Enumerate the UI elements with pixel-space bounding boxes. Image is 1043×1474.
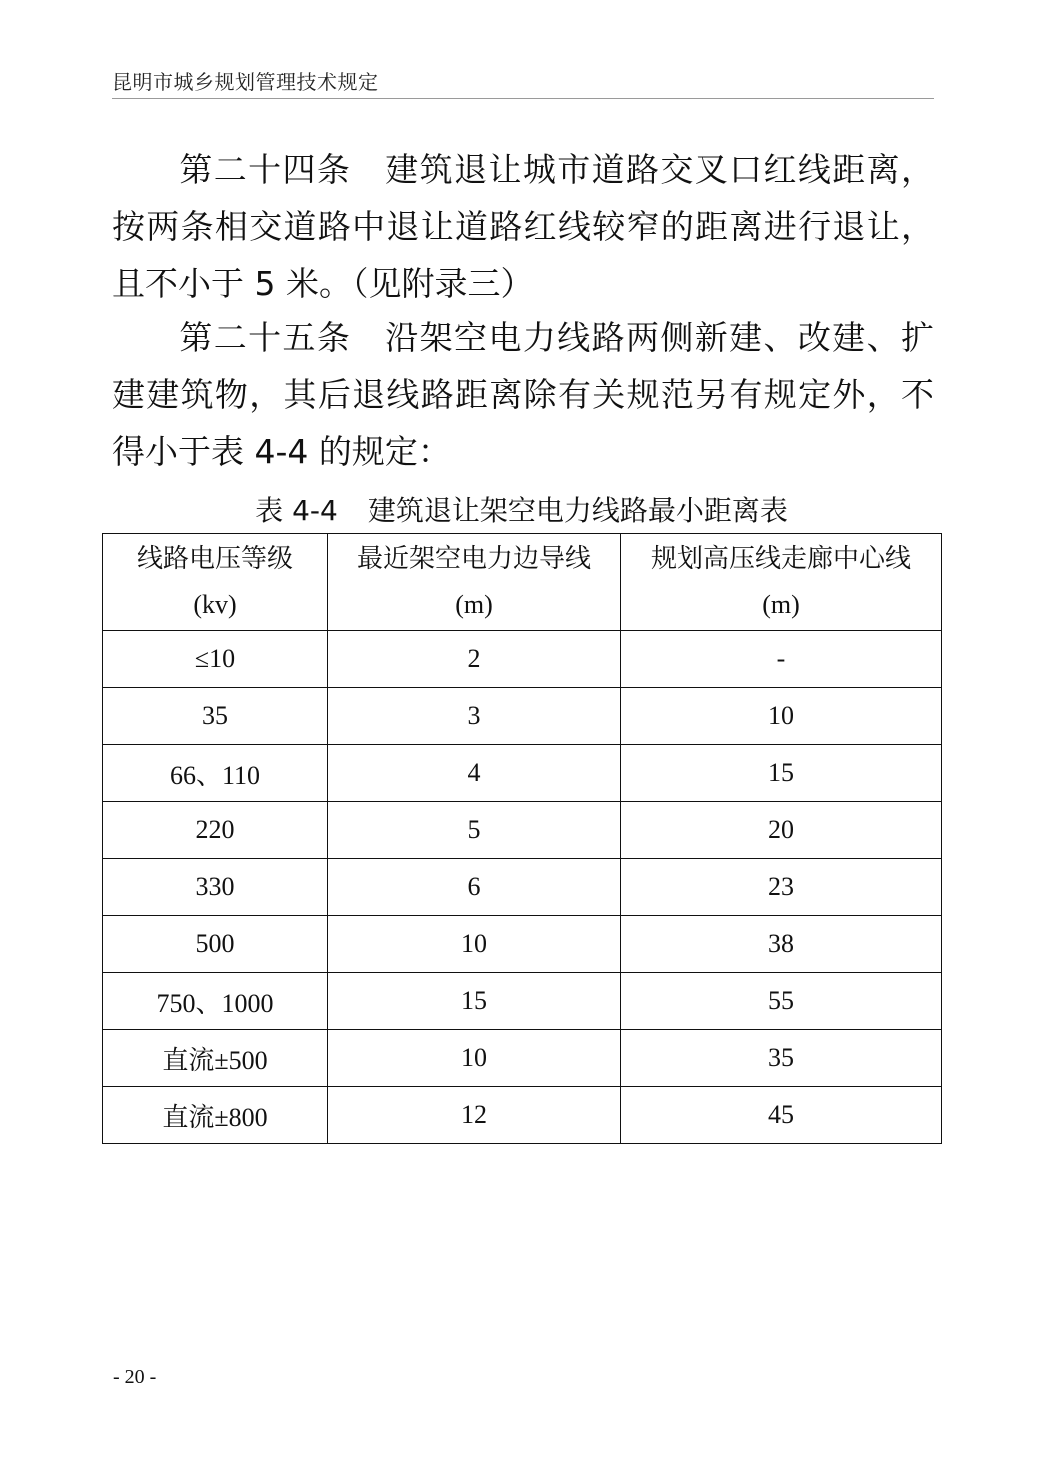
- table-row: [103, 1030, 942, 1087]
- cell-center-distance: 45: [621, 1087, 942, 1144]
- power-line-setback-table: [102, 533, 942, 1144]
- running-header: [112, 66, 934, 99]
- page-number: - 20 -: [113, 1366, 157, 1388]
- cell-edge-distance: 6: [328, 859, 621, 916]
- cell-edge-distance: 12: [328, 1087, 621, 1144]
- table-row: [103, 916, 942, 973]
- cell-voltage: 66、110: [103, 745, 328, 802]
- header-edge-conductor-label: 最近架空电力边导线: [356, 544, 591, 574]
- article-24-text: 建筑退让城市道路交叉口红线距离，按两条相交道路中退让道路红线较窄的距离进行退让，且不小于 5 米。（见附录三）: [112, 150, 935, 303]
- cell-voltage: 500: [103, 916, 328, 973]
- cell-edge-distance: 2: [328, 631, 621, 688]
- header-edge-conductor: [328, 534, 621, 631]
- header-corridor-center-unit: (m): [762, 590, 800, 619]
- table-row: [103, 973, 942, 1030]
- cell-edge-distance: 4: [328, 745, 621, 802]
- cell-voltage: 直流±800: [103, 1087, 328, 1144]
- header-title: 昆明市城乡规划管理技术规定: [112, 70, 379, 94]
- article-24-paragraph: [112, 141, 934, 312]
- cell-center-distance: 10: [621, 688, 942, 745]
- table-row: [103, 859, 942, 916]
- table-header-row: [103, 534, 942, 631]
- cell-center-distance: 15: [621, 745, 942, 802]
- table-caption-title: 建筑退让架空电力线路最小距离表: [367, 494, 788, 527]
- header-edge-conductor-unit: (m): [455, 590, 493, 619]
- header-voltage: [103, 534, 328, 631]
- table-row: [103, 688, 942, 745]
- table-caption-number: 表 4-4: [255, 494, 338, 527]
- cell-voltage: ≤10: [103, 631, 328, 688]
- article-25-number: 第二十五条: [178, 318, 352, 357]
- cell-center-distance: 20: [621, 802, 942, 859]
- header-corridor-center: [621, 534, 942, 631]
- table-row: [103, 1087, 942, 1144]
- cell-voltage: 220: [103, 802, 328, 859]
- cell-voltage: 750、1000: [103, 973, 328, 1030]
- table-row: [103, 802, 942, 859]
- cell-center-distance: 55: [621, 973, 942, 1030]
- cell-edge-distance: 10: [328, 1030, 621, 1087]
- article-25-paragraph: [112, 309, 934, 480]
- cell-edge-distance: 5: [328, 802, 621, 859]
- cell-voltage: 35: [103, 688, 328, 745]
- header-voltage-unit: (kv): [193, 590, 237, 619]
- cell-voltage: 330: [103, 859, 328, 916]
- cell-center-distance: 38: [621, 916, 942, 973]
- header-corridor-center-label: 规划高压线走廊中心线: [650, 544, 911, 574]
- article-24-number: 第二十四条: [178, 150, 352, 189]
- header-voltage-label: 线路电压等级: [136, 544, 293, 574]
- cell-voltage: 直流±500: [103, 1030, 328, 1087]
- table-caption: [0, 489, 1043, 533]
- cell-center-distance: -: [621, 631, 942, 688]
- cell-edge-distance: 10: [328, 916, 621, 973]
- cell-center-distance: 35: [621, 1030, 942, 1087]
- cell-edge-distance: 15: [328, 973, 621, 1030]
- cell-center-distance: 23: [621, 859, 942, 916]
- table-row: [103, 745, 942, 802]
- cell-edge-distance: 3: [328, 688, 621, 745]
- table-row: [103, 631, 942, 688]
- article-25-text: 沿架空电力线路两侧新建、改建、扩建建筑物，其后退线路距离除有关规范另有规定外，不得小于表 4-4 的规定：: [112, 318, 935, 471]
